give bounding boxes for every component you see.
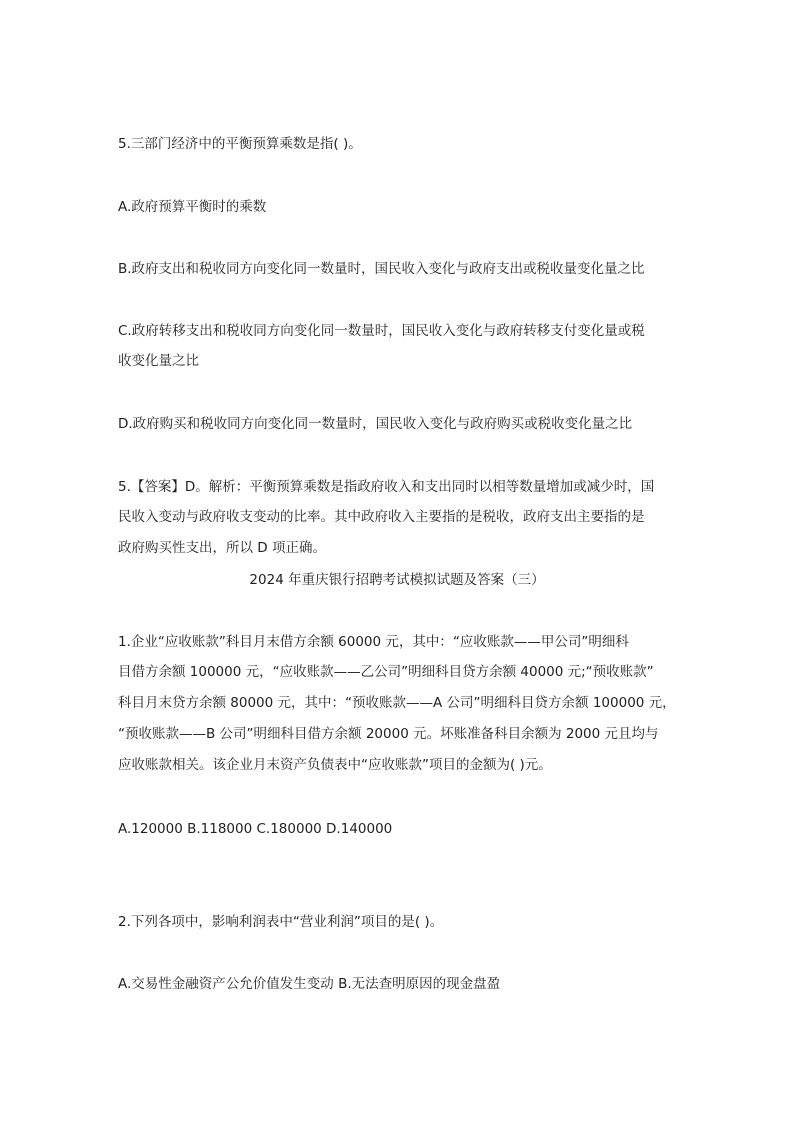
- question-2-options-line-1: A.交易性金融资产公允价值发生变动 B.无法查明原因的现金盘盈: [118, 976, 501, 992]
- question-1-line-3: 科目月末贷方余额 80000 元，其中：“预收账款——A 公司”明细科目贷方余额 100000 元，: [118, 695, 676, 711]
- question-5-answer-line-2: 民收入变动与政府收支变动的比率。其中政府收入主要指的是税收，政府支出主要指的是: [118, 509, 645, 525]
- question-5-answer-line-1: 5.【答案】D。解析：平衡预算乘数是指政府收入和支出同时以相等数量增加或减少时，国: [118, 479, 655, 495]
- question-5-option-c-line-1: C.政府转移支出和税收同方向变化同一数量时，国民收入变化与政府转移支付变化量或税: [118, 323, 645, 339]
- question-1-line-5: 应收账款相关。该企业月末资产负债表中“应收账款”项目的金额为( )元。: [118, 757, 552, 773]
- question-1-line-2: 目借方余额 100000 元，“应收账款——乙公司”明细科目贷方余额 40000 元;“预收账款”: [118, 664, 654, 680]
- question-1-line-1: 1.企业“应收账款”科目月末借方余额 60000 元，其中：“应收账款——甲公司”明细科: [118, 634, 629, 650]
- question-5-option-d: D.政府购买和税收同方向变化同一数量时，国民收入变化与政府购买或税收变化量之比: [118, 416, 633, 432]
- question-5-stem: 5.三部门经济中的平衡预算乘数是指( )。: [118, 136, 362, 152]
- question-5-option-a: A.政府预算平衡时的乘数: [118, 199, 267, 215]
- question-5-option-b: B.政府支出和税收同方向变化同一数量时，国民收入变化与政府支出或税收量变化量之比: [118, 261, 645, 277]
- question-5-option-c-line-2: 收变化量之比: [118, 353, 199, 369]
- question-2-stem: 2.下列各项中，影响利润表中“营业利润”项目的是( )。: [118, 914, 444, 930]
- section-title: 2024 年重庆银行招聘考试模拟试题及答案（三）: [249, 572, 545, 588]
- question-5-answer-line-3: 政府购买性支出，所以 D 项正确。: [118, 540, 326, 556]
- question-1-options: A.120000 B.118000 C.180000 D.140000: [118, 821, 393, 837]
- question-1-line-4: “预收账款——B 公司”明细科目借方余额 20000 元。坏账准备科目余额为 2000 元且均与: [118, 726, 659, 742]
